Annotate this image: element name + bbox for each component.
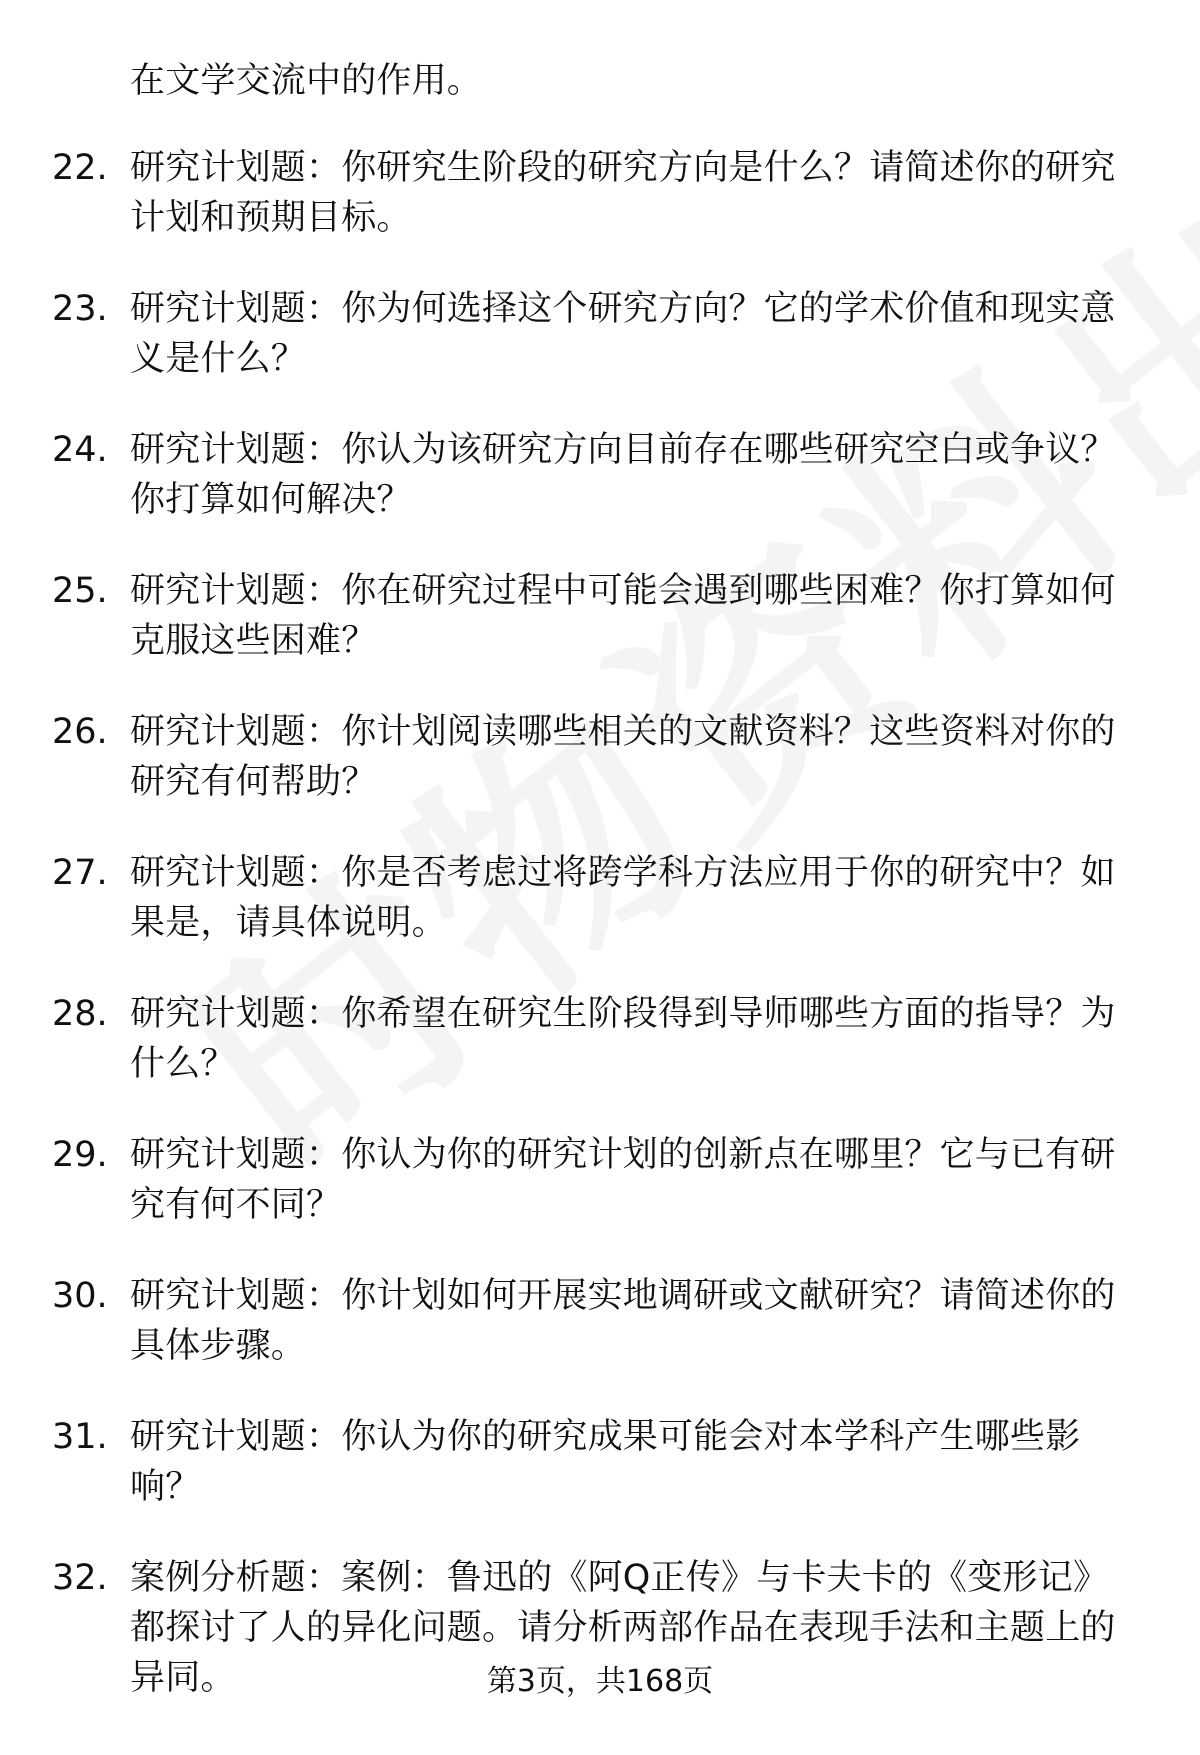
list-item (52, 848, 1142, 948)
item-text: 案例分析题：案例：鲁迅的《阿Q正传》与卡夫卡的《变形记》都探讨了人的异化问题。请分析两部作品在表现手法和主题上的异同。 (130, 1558, 1116, 1698)
item-number: 31. (52, 1417, 108, 1457)
carryover-text: 在文学交流中的作用。 (130, 61, 483, 101)
page-number-footer: 第3页，共168页 (486, 1664, 714, 1699)
item-number: 25. (52, 571, 108, 611)
list-item (52, 1412, 1142, 1512)
list-item (52, 425, 1142, 525)
item-number: 22. (52, 148, 108, 188)
item-number: 26. (52, 712, 108, 752)
item-text: 研究计划题：你认为你的研究计划的创新点在哪里？它与已有研究有何不同？ (130, 1135, 1116, 1225)
item-text: 研究计划题：你在研究过程中可能会遇到哪些困难？你打算如何克服这些困难？ (130, 571, 1116, 661)
item-text: 研究计划题：你研究生阶段的研究方向是什么？请简述你的研究计划和预期目标。 (130, 148, 1116, 238)
list-item (52, 143, 1142, 243)
item-text: 研究计划题：你计划如何开展实地调研或文献研究？请简述你的具体步骤。 (130, 1276, 1116, 1366)
list-item (52, 284, 1142, 384)
list-item (52, 1130, 1142, 1230)
list-item (52, 707, 1142, 807)
item-number: 30. (52, 1276, 108, 1316)
item-text: 研究计划题：你计划阅读哪些相关的文献资料？这些资料对你的研究有何帮助？ (130, 712, 1116, 802)
item-text: 研究计划题：你认为该研究方向目前存在哪些研究空白或争议？你打算如何解决？ (130, 430, 1116, 520)
item-text: 研究计划题：你是否考虑过将跨学科方法应用于你的研究中？如果是，请具体说明。 (130, 853, 1116, 943)
item-number: 24. (52, 430, 108, 470)
list-item (52, 566, 1142, 666)
item-number: 28. (52, 994, 108, 1034)
item-text: 研究计划题：你希望在研究生阶段得到导师哪些方面的指导？为什么？ (130, 994, 1116, 1084)
list-item (52, 989, 1142, 1089)
item-number: 32. (52, 1558, 108, 1598)
item-number: 23. (52, 289, 108, 329)
question-list (52, 56, 1142, 1744)
list-item (52, 1271, 1142, 1371)
item-text: 研究计划题：你认为你的研究成果可能会对本学科产生哪些影响？ (130, 1417, 1081, 1507)
item-number: 29. (52, 1135, 108, 1175)
item-number: 27. (52, 853, 108, 893)
item-text: 研究计划题：你为何选择这个研究方向？它的学术价值和现实意义是什么？ (130, 289, 1116, 379)
